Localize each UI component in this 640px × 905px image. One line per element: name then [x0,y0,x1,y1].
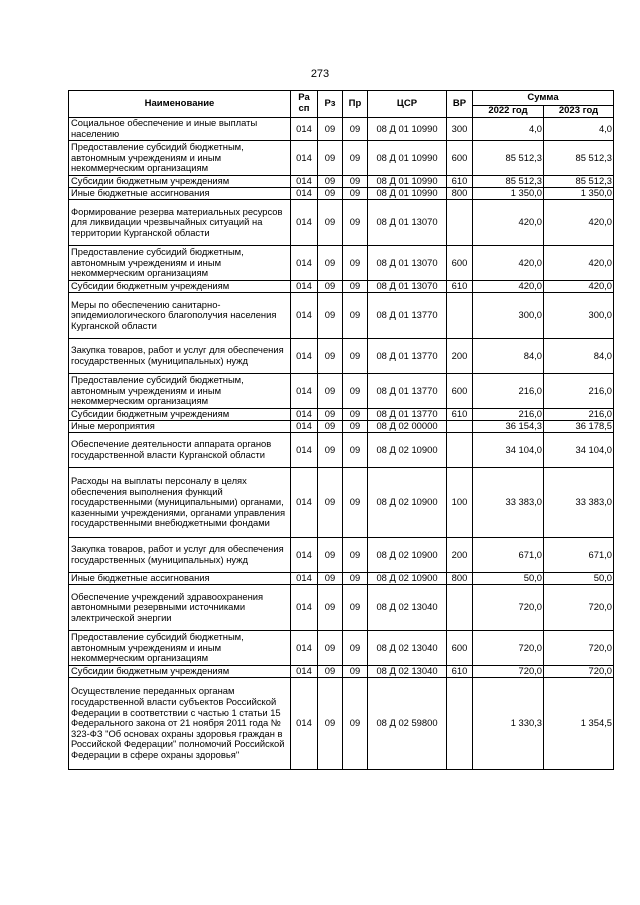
cell-sum-2023: 420,0 [544,246,614,281]
table-row [69,409,614,421]
cell-rz: 09 [318,666,343,678]
cell-rasp: 014 [291,666,318,678]
cell-csr: 08 Д 01 13770 [368,339,447,374]
cell-rz: 09 [318,176,343,188]
cell-csr: 08 Д 02 13040 [368,666,447,678]
cell-name: Предоставление субсидий бюджетным, автономным учреждениям и иным некоммерческим организациям [69,246,291,281]
cell-sum-2022: 84,0 [473,339,544,374]
cell-vr: 610 [447,666,473,678]
cell-rasp: 014 [291,573,318,585]
cell-csr: 08 Д 02 13040 [368,585,447,631]
cell-vr: 600 [447,246,473,281]
header-name: Наименование [69,91,291,118]
cell-sum-2023: 671,0 [544,538,614,573]
cell-sum-2023: 50,0 [544,573,614,585]
cell-sum-2023: 36 178,5 [544,421,614,433]
cell-sum-2023: 216,0 [544,409,614,421]
cell-rasp: 014 [291,585,318,631]
cell-pr: 09 [343,468,368,538]
cell-rasp: 014 [291,538,318,573]
cell-name: Иные бюджетные ассигнования [69,573,291,585]
cell-csr: 08 Д 02 10900 [368,468,447,538]
cell-name: Социальное обеспечение и иные выплаты населению [69,118,291,141]
table-row [69,678,614,770]
header-year-2023: 2023 год [544,106,614,118]
cell-sum-2022: 720,0 [473,585,544,631]
cell-sum-2023: 4,0 [544,118,614,141]
table-row [69,573,614,585]
cell-rasp: 014 [291,118,318,141]
cell-sum-2022: 420,0 [473,200,544,246]
cell-sum-2022: 85 512,3 [473,141,544,176]
cell-rasp: 014 [291,281,318,293]
budget-table [68,90,614,770]
cell-sum-2022: 420,0 [473,246,544,281]
cell-pr: 09 [343,293,368,339]
cell-name: Обеспечение деятельности аппарата органов государственной власти Курганской области [69,433,291,468]
cell-pr: 09 [343,433,368,468]
cell-sum-2022: 720,0 [473,666,544,678]
cell-rasp: 014 [291,141,318,176]
cell-vr: 800 [447,188,473,200]
table-row [69,585,614,631]
cell-pr: 09 [343,585,368,631]
table-row [69,538,614,573]
cell-rasp: 014 [291,200,318,246]
header-summa: Сумма [473,91,614,106]
cell-rz: 09 [318,339,343,374]
cell-rz: 09 [318,188,343,200]
table-row [69,666,614,678]
cell-rasp: 014 [291,374,318,409]
cell-csr: 08 Д 01 13770 [368,409,447,421]
cell-pr: 09 [343,281,368,293]
cell-sum-2023: 720,0 [544,631,614,666]
cell-pr: 09 [343,421,368,433]
cell-vr [447,421,473,433]
table-body [69,118,614,770]
cell-name: Иные бюджетные ассигнования [69,188,291,200]
cell-pr: 09 [343,118,368,141]
cell-rz: 09 [318,678,343,770]
cell-sum-2022: 720,0 [473,631,544,666]
cell-csr: 08 Д 01 10990 [368,118,447,141]
cell-sum-2022: 1 350,0 [473,188,544,200]
cell-csr: 08 Д 02 10900 [368,433,447,468]
cell-rasp: 014 [291,176,318,188]
table-row [69,246,614,281]
cell-vr: 200 [447,339,473,374]
cell-pr: 09 [343,573,368,585]
cell-rasp: 014 [291,678,318,770]
cell-vr: 600 [447,141,473,176]
cell-rz: 09 [318,585,343,631]
table-row [69,433,614,468]
cell-name: Субсидии бюджетным учреждениям [69,176,291,188]
cell-csr: 08 Д 01 10990 [368,176,447,188]
cell-rz: 09 [318,433,343,468]
cell-rz: 09 [318,246,343,281]
cell-csr: 08 Д 01 13070 [368,281,447,293]
cell-name: Закупка товаров, работ и услуг для обеспечения государственных (муниципальных) нужд [69,538,291,573]
cell-vr: 610 [447,281,473,293]
cell-sum-2023: 34 104,0 [544,433,614,468]
cell-pr: 09 [343,538,368,573]
cell-rasp: 014 [291,188,318,200]
cell-sum-2022: 420,0 [473,281,544,293]
cell-name: Обеспечение учреждений здравоохранения автономными резервными источниками электрической энергии [69,585,291,631]
cell-sum-2023: 420,0 [544,281,614,293]
cell-vr: 610 [447,176,473,188]
cell-rz: 09 [318,281,343,293]
header-rasp [291,91,318,118]
cell-csr: 08 Д 01 13770 [368,293,447,339]
cell-csr: 08 Д 01 13070 [368,246,447,281]
cell-rz: 09 [318,374,343,409]
cell-rasp: 014 [291,246,318,281]
cell-sum-2023: 300,0 [544,293,614,339]
cell-sum-2022: 300,0 [473,293,544,339]
table-row [69,293,614,339]
cell-name: Предоставление субсидий бюджетным, автономным учреждениям и иным некоммерческим организациям [69,374,291,409]
cell-pr: 09 [343,678,368,770]
cell-vr: 100 [447,468,473,538]
table-row [69,374,614,409]
cell-sum-2022: 671,0 [473,538,544,573]
page-number: 273 [310,68,330,80]
header-pr: Пр [343,91,368,118]
cell-sum-2023: 420,0 [544,200,614,246]
cell-rz: 09 [318,293,343,339]
cell-csr: 08 Д 02 00000 [368,421,447,433]
cell-rz: 09 [318,141,343,176]
header-vr: ВР [447,91,473,118]
cell-vr: 600 [447,631,473,666]
cell-sum-2022: 85 512,3 [473,176,544,188]
cell-rz: 09 [318,573,343,585]
cell-sum-2023: 720,0 [544,666,614,678]
cell-pr: 09 [343,631,368,666]
cell-sum-2022: 216,0 [473,409,544,421]
cell-name: Иные мероприятия [69,421,291,433]
cell-csr: 08 Д 02 59800 [368,678,447,770]
cell-sum-2023: 85 512,3 [544,141,614,176]
table-row [69,339,614,374]
cell-csr: 08 Д 02 10900 [368,538,447,573]
cell-sum-2022: 216,0 [473,374,544,409]
header-rasp-line2: сп [298,103,310,114]
cell-pr: 09 [343,188,368,200]
cell-rasp: 014 [291,631,318,666]
cell-pr: 09 [343,246,368,281]
cell-name: Предоставление субсидий бюджетным, автономным учреждениям и иным некоммерческим организациям [69,631,291,666]
cell-name: Меры по обеспечению санитарно-эпидемиологического благополучия населения Курганской области [69,293,291,339]
cell-csr: 08 Д 02 10900 [368,573,447,585]
cell-rz: 09 [318,631,343,666]
cell-sum-2022: 36 154,3 [473,421,544,433]
cell-pr: 09 [343,141,368,176]
cell-sum-2023: 720,0 [544,585,614,631]
cell-csr: 08 Д 01 13070 [368,200,447,246]
table-row [69,421,614,433]
cell-pr: 09 [343,374,368,409]
cell-name: Субсидии бюджетным учреждениям [69,409,291,421]
cell-pr: 09 [343,339,368,374]
table-row [69,281,614,293]
cell-sum-2022: 50,0 [473,573,544,585]
cell-vr [447,678,473,770]
cell-vr: 800 [447,573,473,585]
cell-pr: 09 [343,200,368,246]
cell-vr [447,293,473,339]
cell-sum-2023: 33 383,0 [544,468,614,538]
cell-csr: 08 Д 01 10990 [368,188,447,200]
cell-rz: 09 [318,409,343,421]
cell-name: Субсидии бюджетным учреждениям [69,281,291,293]
header-rasp-line1: Ра [298,92,310,104]
cell-csr: 08 Д 02 13040 [368,631,447,666]
table-row [69,468,614,538]
cell-rz: 09 [318,118,343,141]
cell-sum-2023: 1 350,0 [544,188,614,200]
cell-vr: 300 [447,118,473,141]
cell-sum-2022: 1 330,3 [473,678,544,770]
cell-vr: 610 [447,409,473,421]
table-row [69,118,614,141]
cell-rz: 09 [318,538,343,573]
cell-rz: 09 [318,421,343,433]
cell-name: Предоставление субсидий бюджетным, автономным учреждениям и иным некоммерческим организациям [69,141,291,176]
cell-name: Осуществление переданных органам государственной власти субъектов Российской Федерации в соответствии с частью 1 статьи 15 Федерального закона от 21 ноября 2011 года № 323-ФЗ "Об основах охраны здоровья граждан в Российской Федерации" полномочий Российской Федерации в сфере охраны здоровья" [69,678,291,770]
cell-sum-2023: 84,0 [544,339,614,374]
cell-rasp: 014 [291,468,318,538]
cell-csr: 08 Д 01 13770 [368,374,447,409]
cell-rasp: 014 [291,339,318,374]
cell-rasp: 014 [291,293,318,339]
table-row [69,141,614,176]
cell-vr: 600 [447,374,473,409]
cell-sum-2023: 85 512,3 [544,176,614,188]
table-row [69,176,614,188]
table-row [69,188,614,200]
cell-name: Расходы на выплаты персоналу в целях обеспечения выполнения функций государственными (муниципальными) органами, казенными учреждениями, органами управления государственными внебюджетными фондами [69,468,291,538]
table-row [69,200,614,246]
cell-sum-2022: 34 104,0 [473,433,544,468]
cell-csr: 08 Д 01 10990 [368,141,447,176]
cell-vr [447,200,473,246]
cell-sum-2022: 33 383,0 [473,468,544,538]
cell-vr [447,433,473,468]
cell-name: Субсидии бюджетным учреждениям [69,666,291,678]
cell-sum-2022: 4,0 [473,118,544,141]
header-rz: Рз [318,91,343,118]
cell-vr [447,585,473,631]
cell-pr: 09 [343,409,368,421]
header-year-2022: 2022 год [473,106,544,118]
cell-rasp: 014 [291,409,318,421]
cell-rasp: 014 [291,433,318,468]
cell-pr: 09 [343,176,368,188]
cell-rasp: 014 [291,421,318,433]
cell-rz: 09 [318,200,343,246]
cell-name: Формирование резерва материальных ресурсов для ликвидации чрезвычайных ситуаций на территории Курганской области [69,200,291,246]
cell-name: Закупка товаров, работ и услуг для обеспечения государственных (муниципальных) нужд [69,339,291,374]
header-csr: ЦСР [368,91,447,118]
cell-sum-2023: 1 354,5 [544,678,614,770]
cell-pr: 09 [343,666,368,678]
table-row [69,631,614,666]
cell-sum-2023: 216,0 [544,374,614,409]
cell-rz: 09 [318,468,343,538]
cell-vr: 200 [447,538,473,573]
